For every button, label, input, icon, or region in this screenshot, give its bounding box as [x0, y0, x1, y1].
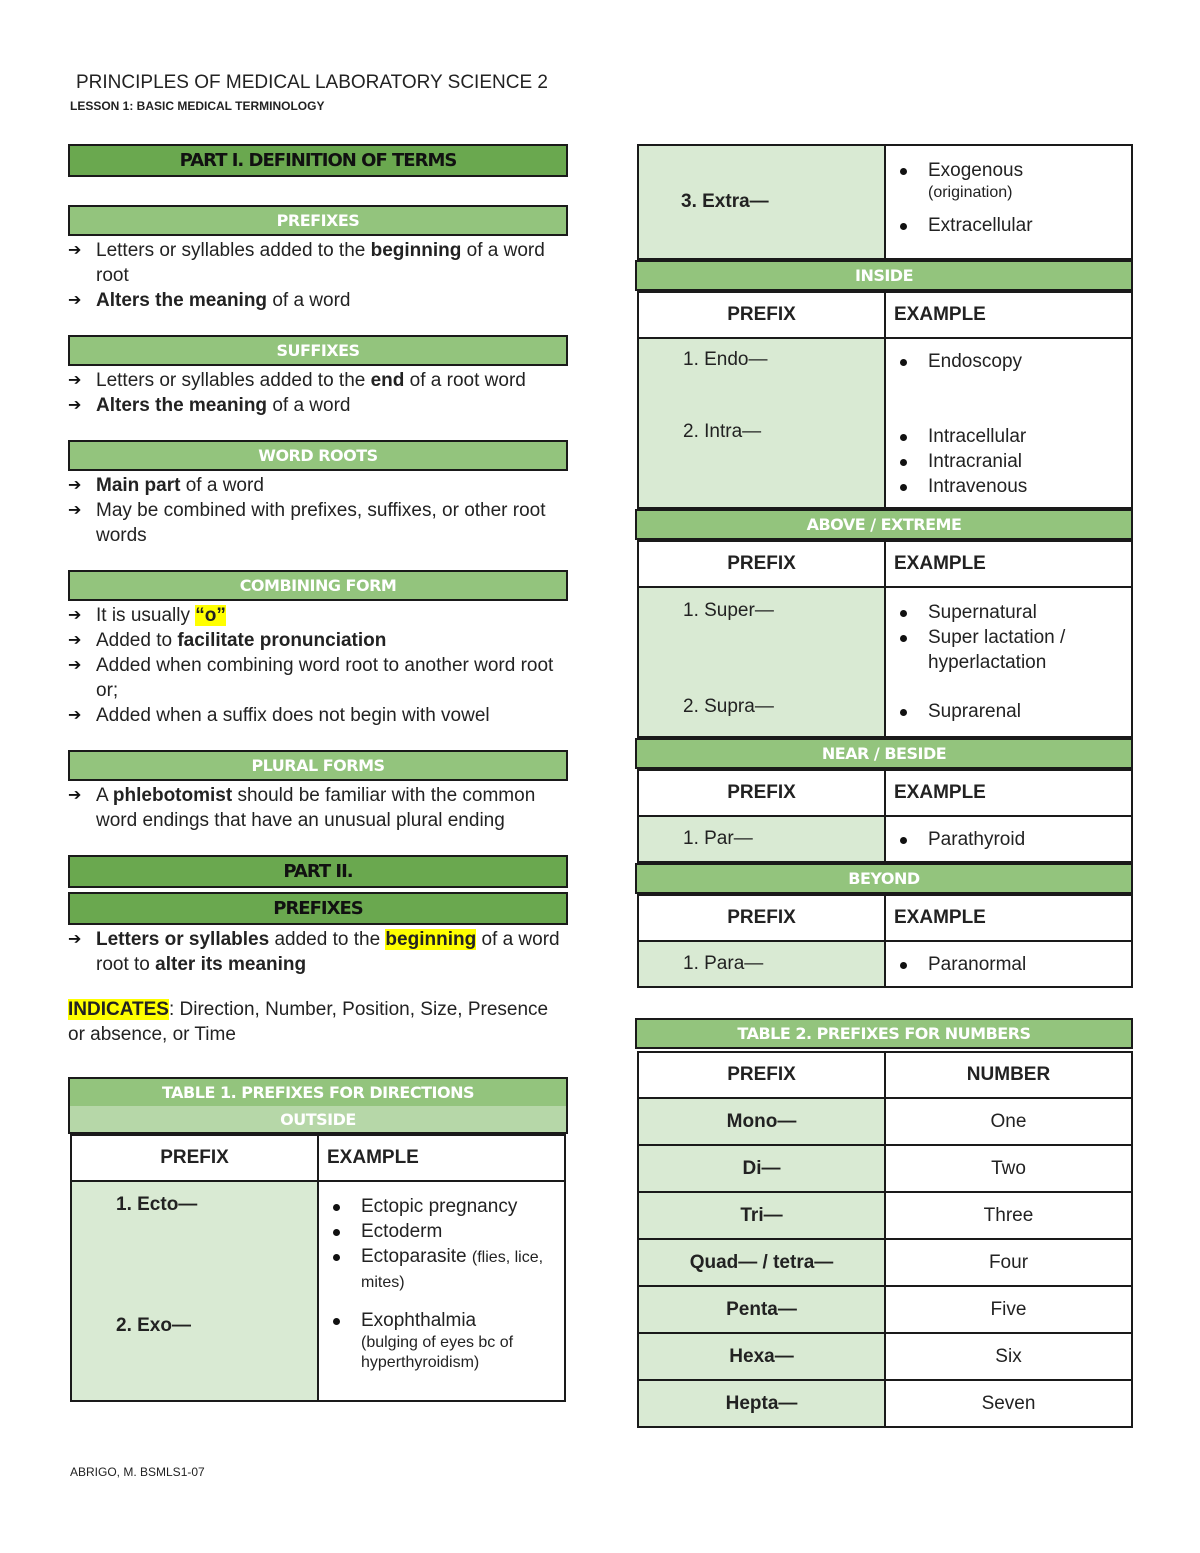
table1-near	[637, 769, 1133, 863]
list-item: Super lactation / hyperlactation	[886, 625, 1131, 675]
plural-forms-list	[68, 783, 568, 833]
col-header-prefix: PREFIX	[638, 541, 885, 587]
col-header-example: EXAMPLE	[885, 895, 1132, 941]
beyond-heading: BEYOND	[635, 863, 1133, 894]
part1-title: PART I. DEFINITION OF TERMS	[68, 144, 568, 177]
list-item: Intracranial	[886, 449, 1131, 474]
col-header-example: EXAMPLE	[885, 541, 1132, 587]
prefix-endo: 1. Endo—	[683, 349, 768, 370]
above-extreme-heading: ABOVE / EXTREME	[635, 509, 1133, 540]
number-prefix: Hexa—	[638, 1333, 885, 1380]
example-cell	[885, 338, 1132, 508]
list-item: ➔ Added to facilitate pronunciation	[68, 628, 568, 653]
list-item: Intracellular	[886, 424, 1131, 449]
table1-inside	[637, 291, 1133, 509]
prefix-para: 1. Para—	[638, 941, 885, 987]
footer-author: ABRIGO, M. BSMLS1-07	[70, 1465, 205, 1479]
outside-heading: OUTSIDE	[70, 1106, 566, 1132]
prefixes-heading: PREFIXES	[68, 205, 568, 236]
list-item: Exophthalmia (bulging of eyes bc of hyperthyroidism)	[319, 1308, 564, 1373]
plural-forms-heading: PLURAL FORMS	[68, 750, 568, 781]
page-title: PRINCIPLES OF MEDICAL LABORATORY SCIENCE 2	[76, 72, 548, 93]
list-item: ➔ Added when a suffix does not begin with vowel	[68, 703, 568, 728]
part2-title: PART II.	[68, 855, 568, 888]
inside-heading: INSIDE	[635, 260, 1133, 291]
table1-extra	[637, 144, 1133, 260]
list-item: Endoscopy	[886, 349, 1131, 374]
list-item: Ectopic pregnancy	[319, 1194, 564, 1219]
col-header-prefix: PREFIX	[638, 770, 885, 816]
col-header-prefix: PREFIX	[638, 292, 885, 338]
part2-list	[68, 927, 568, 977]
list-item: Extracellular	[886, 213, 1131, 238]
table2-title: TABLE 2. PREFIXES FOR NUMBERS	[635, 1018, 1133, 1049]
prefix-exo: 2. Exo—	[116, 1315, 191, 1336]
table2-numbers	[637, 1051, 1133, 1428]
list-item: ➔ A phlebotomist should be familiar with the common word endings that have an unusual plural ending	[68, 783, 568, 833]
number-prefix: Hepta—	[638, 1380, 885, 1427]
table1-header	[68, 1077, 568, 1134]
indicates-text: INDICATES: Direction, Number, Position, Size, Presence or absence, or Time	[68, 999, 549, 1045]
number-prefix: Quad— / tetra—	[638, 1239, 885, 1286]
list-item: Paranormal	[886, 952, 1131, 977]
combining-form-heading: COMBINING FORM	[68, 570, 568, 601]
prefix-super: 1. Super—	[683, 600, 774, 621]
table-row	[638, 1145, 1132, 1192]
list-item: Parathyroid	[886, 827, 1131, 852]
prefix-ecto: 1. Ecto—	[116, 1194, 198, 1215]
table-row	[638, 1333, 1132, 1380]
list-item: ➔ It is usually “o”	[68, 603, 568, 628]
col-header-prefix: PREFIX	[71, 1135, 318, 1181]
near-beside-heading: NEAR / BESIDE	[635, 738, 1133, 769]
suffixes-heading: SUFFIXES	[68, 335, 568, 366]
table-row	[638, 1286, 1132, 1333]
number-value: One	[885, 1098, 1132, 1145]
number-prefix: Mono—	[638, 1098, 885, 1145]
list-item: ➔ Added when combining word root to another word root or;	[68, 653, 568, 703]
number-prefix: Di—	[638, 1145, 885, 1192]
number-prefix: Tri—	[638, 1192, 885, 1239]
number-value: Six	[885, 1333, 1132, 1380]
prefix-cell	[638, 338, 885, 508]
word-roots-heading: WORD ROOTS	[68, 440, 568, 471]
list-item: ➔ Alters the meaning of a word	[68, 288, 568, 313]
table-row	[638, 1098, 1132, 1145]
combining-form-list	[68, 603, 568, 728]
list-item: Supernatural	[886, 600, 1131, 625]
prefix-cell	[71, 1181, 318, 1401]
list-item: ➔ May be combined with prefixes, suffixes, or other root words	[68, 498, 568, 548]
number-value: Three	[885, 1192, 1132, 1239]
prefix-cell	[638, 587, 885, 737]
col-header-example: EXAMPLE	[885, 770, 1132, 816]
lesson-subtitle: LESSON 1: BASIC MEDICAL TERMINOLOGY	[70, 99, 325, 113]
example-cell	[885, 145, 1132, 259]
col-header-prefix: PREFIX	[638, 1052, 885, 1098]
right-column	[635, 144, 1133, 1428]
table1-title: TABLE 1. PREFIXES FOR DIRECTIONS	[162, 1083, 474, 1102]
col-header-number: NUMBER	[885, 1052, 1132, 1098]
prefix-supra: 2. Supra—	[683, 696, 774, 717]
number-value: Seven	[885, 1380, 1132, 1427]
table-row	[638, 1380, 1132, 1427]
number-value: Four	[885, 1239, 1132, 1286]
part2-prefixes-heading: PREFIXES	[68, 892, 568, 925]
example-cell	[885, 816, 1132, 862]
example-cell	[318, 1181, 565, 1401]
suffixes-list	[68, 368, 568, 418]
list-item: Exogenous (origination)	[886, 158, 1131, 203]
list-item: ➔ Letters or syllables added to the beginning of a word root	[68, 238, 568, 288]
prefixes-list	[68, 238, 568, 313]
prefix-intra: 2. Intra—	[683, 421, 762, 442]
prefix-extra: 3. Extra—	[638, 145, 885, 259]
table-row	[638, 1192, 1132, 1239]
table-row	[638, 1239, 1132, 1286]
list-item: Ectoderm	[319, 1219, 564, 1244]
list-item: Suprarenal	[886, 699, 1131, 724]
example-cell	[885, 941, 1132, 987]
list-item: ➔ Letters or syllables added to the end of a root word	[68, 368, 568, 393]
number-value: Five	[885, 1286, 1132, 1333]
list-item: ➔ Main part of a word	[68, 473, 568, 498]
example-cell	[885, 587, 1132, 737]
number-prefix: Penta—	[638, 1286, 885, 1333]
col-header-example: EXAMPLE	[885, 292, 1132, 338]
col-header-prefix: PREFIX	[638, 895, 885, 941]
list-item: ➔ Alters the meaning of a word	[68, 393, 568, 418]
table1-beyond	[637, 894, 1133, 988]
list-item: Intravenous	[886, 474, 1131, 499]
col-header-example: EXAMPLE	[318, 1135, 565, 1181]
table1-outside	[70, 1134, 566, 1402]
table1-above	[637, 540, 1133, 738]
list-item: ➔ Letters or syllables added to the beginning of a word root to alter its meaning	[68, 927, 568, 977]
prefix-par: 1. Par—	[638, 816, 885, 862]
left-column	[68, 144, 568, 1402]
list-item: Ectoparasite (flies, lice, mites)	[319, 1244, 564, 1294]
number-value: Two	[885, 1145, 1132, 1192]
word-roots-list	[68, 473, 568, 548]
